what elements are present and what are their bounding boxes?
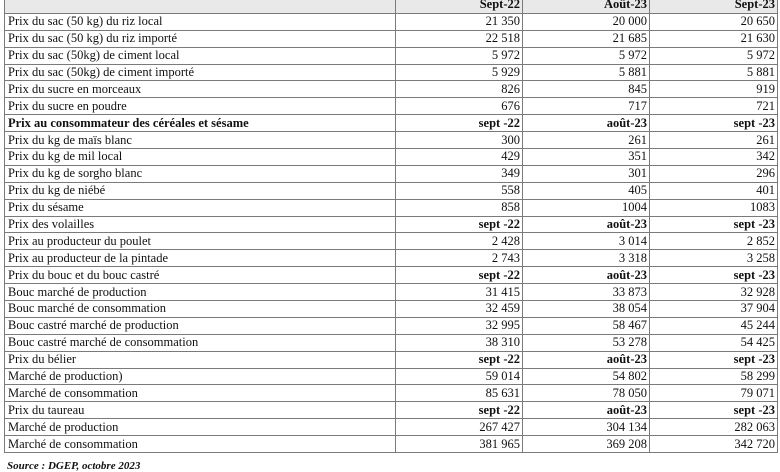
value-aout-23: 351 — [523, 149, 650, 166]
row-label: Prix du sac (50kg) de ciment importé — [5, 64, 396, 81]
value-sept-22: 38 310 — [396, 334, 523, 351]
value-sept-23: 54 425 — [650, 334, 778, 351]
row-label: Prix du sac (50 kg) du riz local — [5, 13, 396, 30]
value-sept-23: 919 — [650, 81, 778, 98]
value-sept-23: sept -23 — [650, 402, 778, 419]
row-label: Prix du bouc et du bouc castré — [5, 267, 396, 284]
table-row — [5, 182, 778, 199]
row-label: Prix du sucre en morceaux — [5, 81, 396, 98]
table-row — [5, 132, 778, 149]
value-sept-22: 85 631 — [396, 385, 523, 402]
value-sept-23: sept -23 — [650, 115, 778, 132]
value-sept-23: 296 — [650, 165, 778, 182]
row-label: Prix du sésame — [5, 199, 396, 216]
value-aout-23: 3 014 — [523, 233, 650, 250]
table-row — [5, 165, 778, 182]
source-note: Source : DGEP, octobre 2023 — [7, 460, 141, 472]
value-aout-23: 369 208 — [523, 436, 650, 453]
table-row — [5, 30, 778, 47]
value-aout-23: août-23 — [523, 267, 650, 284]
value-sept-23: 401 — [650, 182, 778, 199]
value-sept-23: 20 650 — [650, 13, 778, 30]
table-row — [5, 250, 778, 267]
table-row — [5, 284, 778, 301]
table-row — [5, 334, 778, 351]
row-label: Prix des volailles — [5, 216, 396, 233]
value-sept-22: 381 965 — [396, 436, 523, 453]
value-aout-23: 261 — [523, 132, 650, 149]
row-label: Marché de consommation — [5, 436, 396, 453]
row-label: Prix du kg de maïs blanc — [5, 132, 396, 149]
value-sept-23: 5 972 — [650, 47, 778, 64]
value-aout-23: août-23 — [523, 402, 650, 419]
value-sept-22: 32 995 — [396, 317, 523, 334]
row-label: Prix du sucre en poudre — [5, 98, 396, 115]
header-aout-23: Août-23 — [523, 0, 650, 13]
header-sept-22: Sept-22 — [396, 0, 523, 13]
row-label: Prix du kg de mil local — [5, 149, 396, 166]
row-label: Prix au producteur du poulet — [5, 233, 396, 250]
value-sept-22: 676 — [396, 98, 523, 115]
row-label: Prix du kg de niébé — [5, 182, 396, 199]
row-label: Prix du bélier — [5, 351, 396, 368]
value-aout-23: 304 134 — [523, 419, 650, 436]
value-sept-23: sept -23 — [650, 216, 778, 233]
value-sept-22: 2 428 — [396, 233, 523, 250]
value-aout-23: 301 — [523, 165, 650, 182]
row-label: Prix du kg de sorgho blanc — [5, 165, 396, 182]
value-sept-23: 45 244 — [650, 317, 778, 334]
value-aout-23: 1004 — [523, 199, 650, 216]
value-aout-23: 845 — [523, 81, 650, 98]
value-sept-23: 721 — [650, 98, 778, 115]
value-aout-23: 58 467 — [523, 317, 650, 334]
value-sept-23: sept -23 — [650, 267, 778, 284]
table-row — [5, 199, 778, 216]
table-row — [5, 419, 778, 436]
value-sept-22: 349 — [396, 165, 523, 182]
table-row — [5, 233, 778, 250]
table-row — [5, 317, 778, 334]
value-sept-22: 21 350 — [396, 13, 523, 30]
value-aout-23: 5 881 — [523, 64, 650, 81]
table-row — [5, 436, 778, 453]
value-sept-23: 1083 — [650, 199, 778, 216]
value-aout-23: août-23 — [523, 216, 650, 233]
value-sept-22: 826 — [396, 81, 523, 98]
row-label: Marché de production) — [5, 368, 396, 385]
value-sept-23: 3 258 — [650, 250, 778, 267]
value-sept-22: 59 014 — [396, 368, 523, 385]
table-row — [5, 98, 778, 115]
value-sept-22: 22 518 — [396, 30, 523, 47]
value-aout-23: 78 050 — [523, 385, 650, 402]
row-label: Bouc marché de consommation — [5, 301, 396, 318]
value-sept-23: 261 — [650, 132, 778, 149]
value-aout-23: 5 972 — [523, 47, 650, 64]
value-aout-23: 717 — [523, 98, 650, 115]
table-row — [5, 81, 778, 98]
row-label: Prix du sac (50 kg) du riz importé — [5, 30, 396, 47]
table-body — [5, 13, 778, 452]
value-aout-23: août-23 — [523, 115, 650, 132]
value-sept-23: 342 — [650, 149, 778, 166]
table-row — [5, 385, 778, 402]
value-sept-22: 31 415 — [396, 284, 523, 301]
value-aout-23: 405 — [523, 182, 650, 199]
section-row — [5, 216, 778, 233]
table-row — [5, 368, 778, 385]
value-sept-23: 79 071 — [650, 385, 778, 402]
table-row — [5, 47, 778, 64]
value-sept-23: 282 063 — [650, 419, 778, 436]
value-sept-22: 2 743 — [396, 250, 523, 267]
value-sept-23: 21 630 — [650, 30, 778, 47]
value-sept-23: 2 852 — [650, 233, 778, 250]
value-sept-22: 858 — [396, 199, 523, 216]
value-sept-22: 300 — [396, 132, 523, 149]
value-aout-23: 20 000 — [523, 13, 650, 30]
value-sept-22: sept -22 — [396, 351, 523, 368]
value-sept-22: sept -22 — [396, 115, 523, 132]
section-row — [5, 267, 778, 284]
table-header-row — [5, 0, 778, 13]
row-label: Prix du taureau — [5, 402, 396, 419]
value-aout-23: 53 278 — [523, 334, 650, 351]
value-sept-22: 558 — [396, 182, 523, 199]
value-sept-22: 32 459 — [396, 301, 523, 318]
value-sept-23: 342 720 — [650, 436, 778, 453]
value-sept-23: 58 299 — [650, 368, 778, 385]
table-row — [5, 149, 778, 166]
value-sept-23: 5 881 — [650, 64, 778, 81]
value-aout-23: 21 685 — [523, 30, 650, 47]
row-label: Bouc castré marché de production — [5, 317, 396, 334]
row-label: Marché de production — [5, 419, 396, 436]
value-sept-22: sept -22 — [396, 267, 523, 284]
value-aout-23: août-23 — [523, 351, 650, 368]
value-sept-23: sept -23 — [650, 351, 778, 368]
price-table — [4, 0, 778, 453]
row-label: Marché de consommation — [5, 385, 396, 402]
value-aout-23: 54 802 — [523, 368, 650, 385]
section-row — [5, 351, 778, 368]
value-sept-22: sept -22 — [396, 402, 523, 419]
value-sept-22: 5 972 — [396, 47, 523, 64]
header-label-cell — [5, 0, 396, 13]
row-label: Bouc castré marché de consommation — [5, 334, 396, 351]
table-row — [5, 13, 778, 30]
row-label: Prix au consommateur des céréales et sésame — [5, 115, 396, 132]
value-sept-22: 429 — [396, 149, 523, 166]
row-label: Prix au producteur de la pintade — [5, 250, 396, 267]
table-row — [5, 64, 778, 81]
section-row — [5, 402, 778, 419]
value-aout-23: 33 873 — [523, 284, 650, 301]
row-label: Bouc marché de production — [5, 284, 396, 301]
value-aout-23: 3 318 — [523, 250, 650, 267]
section-row — [5, 115, 778, 132]
value-sept-23: 32 928 — [650, 284, 778, 301]
header-sept-23: Sept-23 — [650, 0, 778, 13]
value-aout-23: 38 054 — [523, 301, 650, 318]
value-sept-22: 267 427 — [396, 419, 523, 436]
value-sept-22: 5 929 — [396, 64, 523, 81]
table-row — [5, 301, 778, 318]
row-label: Prix du sac (50kg) de ciment local — [5, 47, 396, 64]
value-sept-23: 37 904 — [650, 301, 778, 318]
value-sept-22: sept -22 — [396, 216, 523, 233]
